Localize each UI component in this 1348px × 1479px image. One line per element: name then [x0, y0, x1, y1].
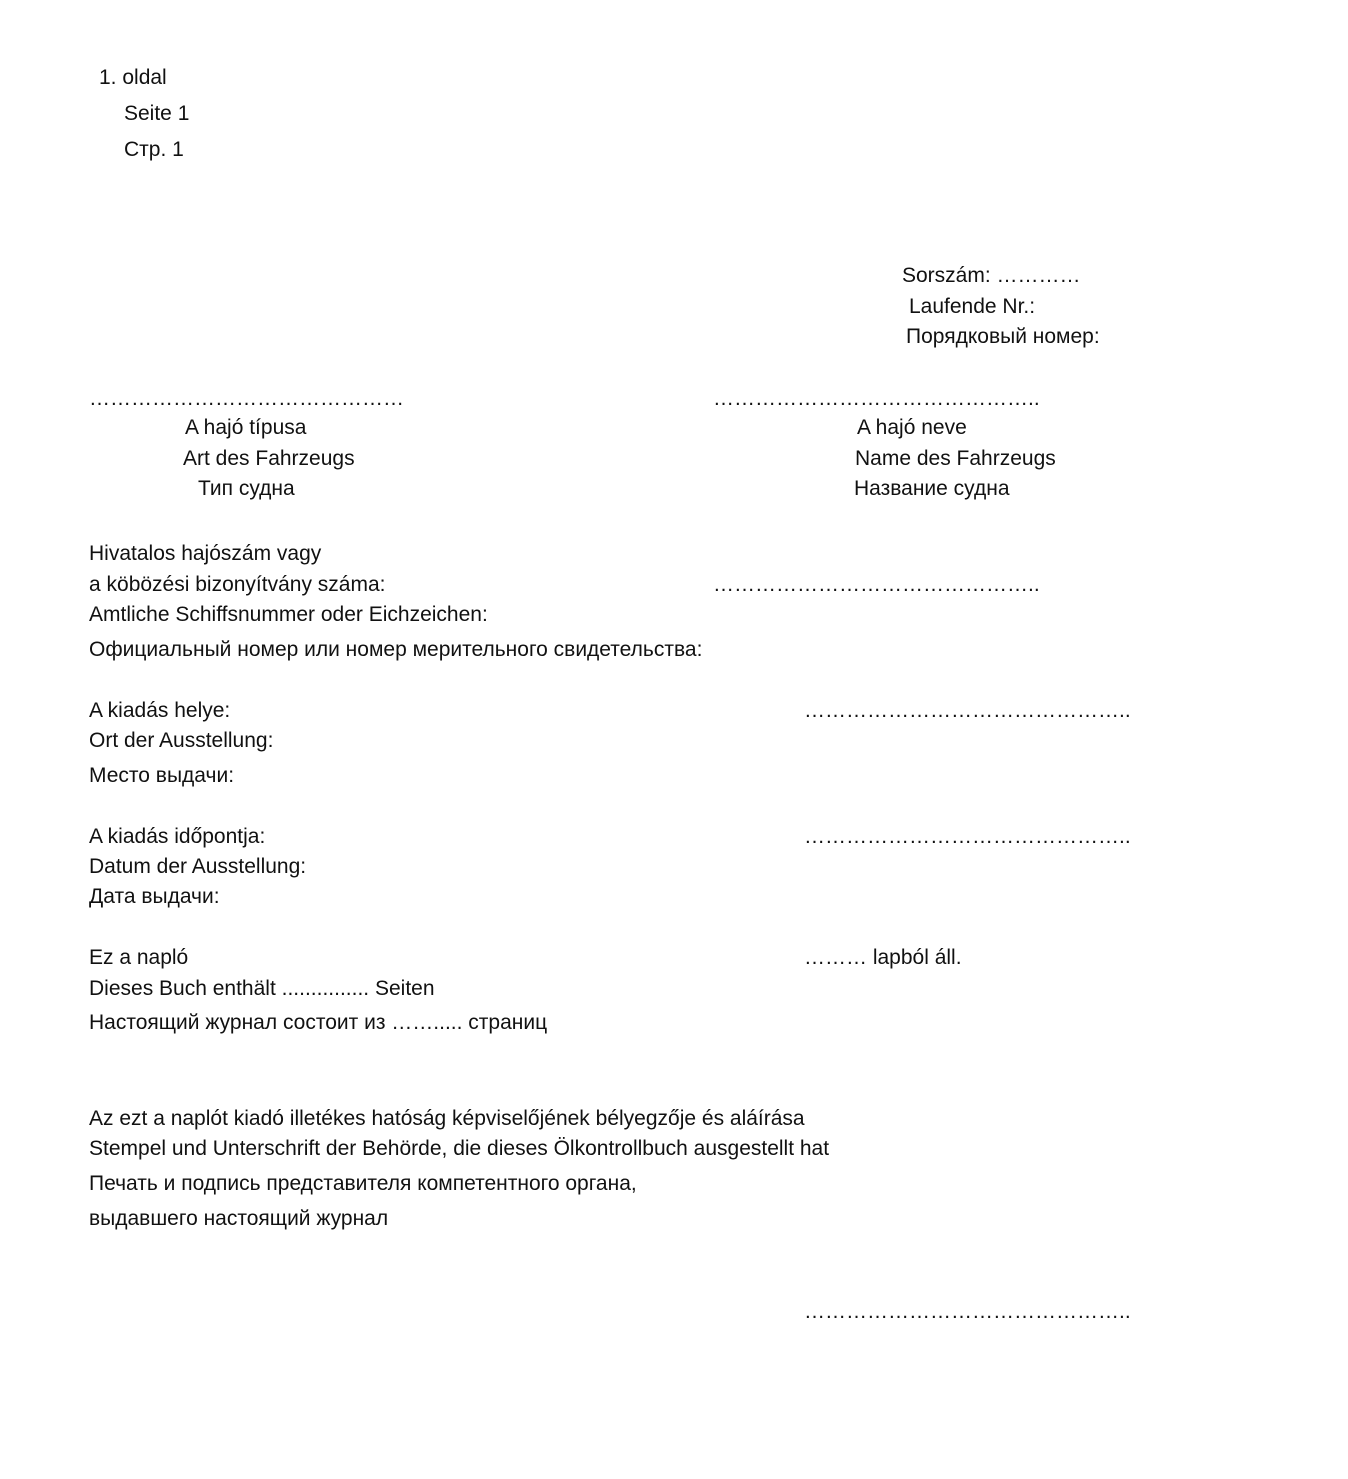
vessel-type-label-ru: Тип судна	[198, 477, 295, 500]
page-count-field-hu[interactable]: ……… lapból áll.	[804, 946, 962, 969]
stamp-signature-label-ru-2: выдавшего настоящий журнал	[89, 1207, 389, 1230]
place-of-issue-field[interactable]: ………………………………………..	[804, 699, 1131, 722]
vessel-type-label-hu: A hajó típusa	[185, 416, 307, 439]
official-number-label-hu-2: a köbözési bizonyítvány száma:	[89, 573, 386, 596]
date-of-issue-label-ru: Дата выдачи:	[89, 885, 220, 908]
date-of-issue-label-de: Datum der Ausstellung:	[89, 855, 307, 878]
page-count-label-ru: Настоящий журнал состоит из ……..... страниц	[89, 1011, 548, 1034]
stamp-signature-label-hu: Az ezt a naplót kiadó illetékes hatóság képviselőjének bélyegzője és aláírása	[89, 1107, 805, 1130]
official-number-field[interactable]: ………………………………………..	[713, 573, 1040, 596]
vessel-name-label-ru: Название судна	[854, 477, 1010, 500]
place-of-issue-label-ru: Место выдачи:	[89, 764, 235, 787]
vessel-type-field[interactable]: ………………………………………	[89, 387, 404, 410]
serial-number-label-ru: Порядковый номер:	[906, 325, 1100, 348]
serial-number-label-hu: Sorszám: …………	[902, 264, 1081, 287]
official-number-label-ru: Официальный номер или номер мерительного свидетельства:	[89, 638, 703, 661]
vessel-name-field[interactable]: ………………………………………..	[713, 387, 1040, 410]
signature-field[interactable]: ………………………………………..	[804, 1300, 1131, 1323]
official-number-label-de: Amtliche Schiffsnummer oder Eichzeichen:	[89, 603, 488, 626]
page-count-label-de: Dieses Buch enthält ............... Seiten	[89, 977, 435, 1000]
page-count-label-hu: Ez a napló	[89, 946, 189, 969]
place-of-issue-label-de: Ort der Ausstellung:	[89, 729, 274, 752]
page-number-hu: 1. oldal	[99, 66, 167, 89]
page-number-de: Seite 1	[124, 102, 190, 125]
serial-number-label-de: Laufende Nr.:	[909, 295, 1036, 318]
vessel-name-label-hu: A hajó neve	[857, 416, 967, 439]
page-number-ru: Стр. 1	[124, 138, 184, 161]
stamp-signature-label-de: Stempel und Unterschrift der Behörde, die dieses Ölkontrollbuch ausgestellt hat	[89, 1137, 830, 1160]
date-of-issue-field[interactable]: ………………………………………..	[804, 825, 1131, 848]
vessel-name-label-de: Name des Fahrzeugs	[855, 447, 1056, 470]
stamp-signature-label-ru-1: Печать и подпись представителя компетентного органа,	[89, 1172, 637, 1195]
date-of-issue-label-hu: A kiadás időpontja:	[89, 825, 266, 848]
vessel-type-label-de: Art des Fahrzeugs	[183, 447, 355, 470]
official-number-label-hu-1: Hivatalos hajószám vagy	[89, 542, 322, 565]
place-of-issue-label-hu: A kiadás helye:	[89, 699, 231, 722]
